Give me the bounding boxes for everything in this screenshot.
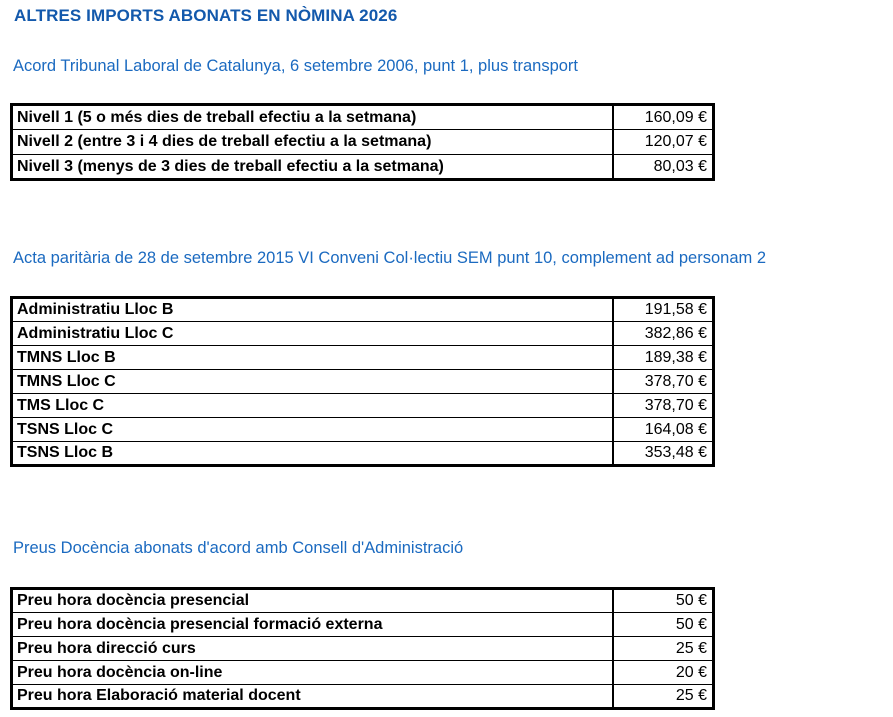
table-row (12, 298, 714, 322)
table-row (12, 130, 714, 155)
table-row (12, 105, 714, 130)
table-row (12, 661, 714, 685)
row-value: 80,03 € (613, 155, 714, 180)
table-row (12, 370, 714, 394)
row-label: TMS Lloc C (12, 394, 613, 418)
row-label: TMNS Lloc B (12, 346, 613, 370)
table-row (12, 685, 714, 709)
row-label: TSNS Lloc B (12, 442, 613, 466)
row-label: Nivell 3 (menys de 3 dies de treball efectiu a la setmana) (12, 155, 613, 180)
row-value: 25 € (613, 685, 714, 709)
table-row (12, 589, 714, 613)
row-value: 20 € (613, 661, 714, 685)
row-value: 160,09 € (613, 105, 714, 130)
row-label: Nivell 2 (entre 3 i 4 dies de treball efectiu a la setmana) (12, 130, 613, 155)
row-label: Administratiu Lloc B (12, 298, 613, 322)
table-row (12, 322, 714, 346)
row-label: TSNS Lloc C (12, 418, 613, 442)
page-title: ALTRES IMPORTS ABONATS EN NÒMINA 2026 (14, 6, 398, 25)
row-label: Nivell 1 (5 o més dies de treball efectiu a la setmana) (12, 105, 613, 130)
section-heading-transport: Acord Tribunal Laboral de Catalunya, 6 setembre 2006, punt 1, plus transport (13, 57, 579, 75)
table-transport-levels (10, 103, 715, 181)
row-label: Administratiu Lloc C (12, 322, 613, 346)
row-value: 25 € (613, 637, 714, 661)
row-value: 50 € (613, 613, 714, 637)
row-value: 164,08 € (613, 418, 714, 442)
row-value: 191,58 € (613, 298, 714, 322)
table-row (12, 346, 714, 370)
row-label: TMNS Lloc C (12, 370, 613, 394)
table-row (12, 418, 714, 442)
row-value: 382,86 € (613, 322, 714, 346)
row-value: 50 € (613, 589, 714, 613)
table-row (12, 155, 714, 180)
table-row (12, 613, 714, 637)
row-label: Preu hora Elaboració material docent (12, 685, 613, 709)
table-ad-personam-complements (10, 296, 715, 467)
row-label: Preu hora docència on-line (12, 661, 613, 685)
row-value: 120,07 € (613, 130, 714, 155)
row-value: 378,70 € (613, 394, 714, 418)
row-label: Preu hora direcció curs (12, 637, 613, 661)
table-teaching-prices (10, 587, 715, 710)
row-label: Preu hora docència presencial formació externa (12, 613, 613, 637)
table-row (12, 637, 714, 661)
table-row (12, 442, 714, 466)
row-value: 189,38 € (613, 346, 714, 370)
row-value: 378,70 € (613, 370, 714, 394)
table-row (12, 394, 714, 418)
section-heading-ad-personam: Acta paritària de 28 de setembre 2015 VI Conveni Col·lectiu SEM punt 10, complement ad personam 2 (13, 249, 766, 267)
row-label: Preu hora docència presencial (12, 589, 613, 613)
section-heading-teaching-prices: Preus Docència abonats d'acord amb Consell d'Administració (13, 539, 464, 557)
row-value: 353,48 € (613, 442, 714, 466)
